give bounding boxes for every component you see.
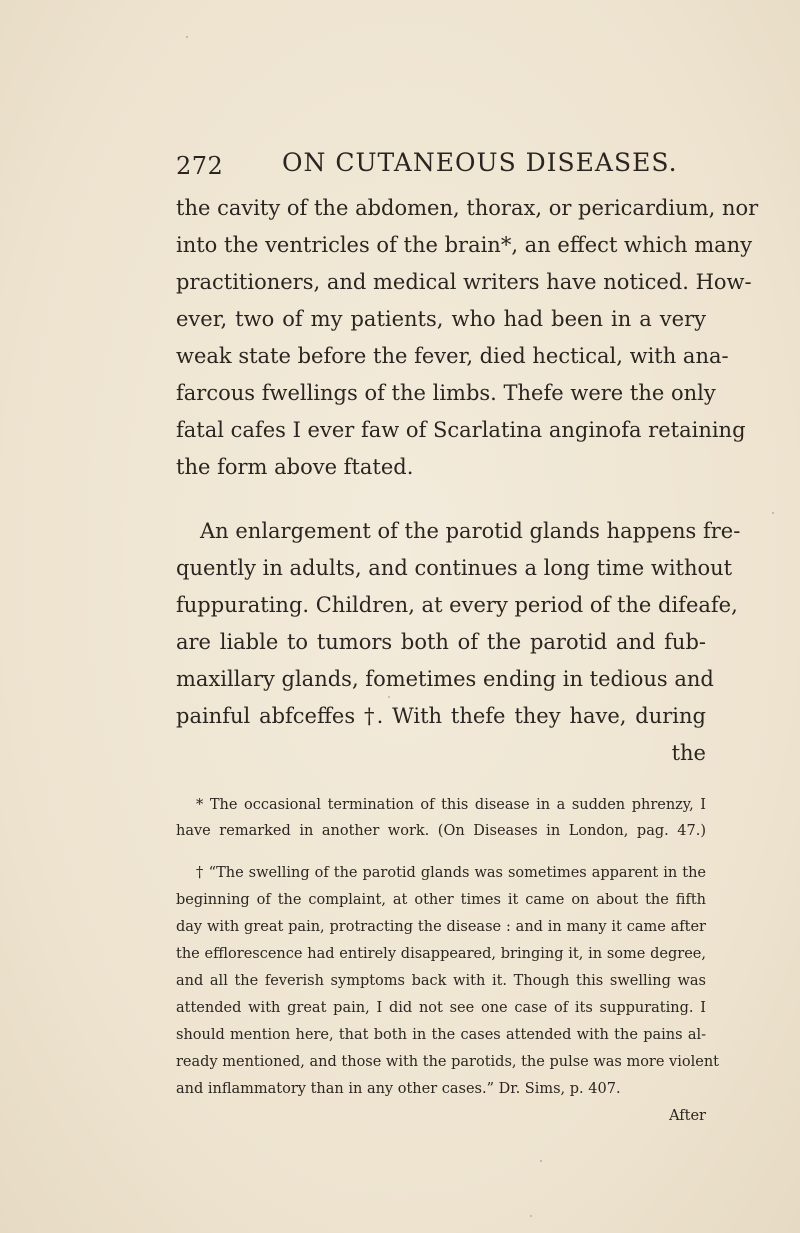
catchword: the (671, 741, 706, 765)
text-line: are liable to tumors both of the parotid and fub- (176, 630, 706, 654)
paper-speck (530, 1215, 532, 1217)
paper-speck (772, 512, 774, 514)
text-line: the cavity of the abdomen, thorax, or pericardium, nor (176, 196, 759, 220)
paper-speck (540, 1160, 542, 1162)
text-line: ever, two of my patients, who had been in a very (176, 307, 706, 331)
footnote-line: * The occasional termination of this disease in a sudden phrenzy, I (196, 797, 706, 813)
text-line: painful abfceffes †. With thefe they have, during (176, 704, 706, 728)
text-line: into the ventricles of the brain*, an effect which many (176, 233, 753, 257)
footnote-line: day with great pain, protracting the disease : and in many it came after (176, 919, 706, 935)
footnote-line: † “The swelling of the parotid glands was sometimes apparent in the (196, 865, 706, 881)
text-line: fatal cafes I ever faw of Scarlatina anginofa retaining (176, 418, 746, 442)
page-number: 272 (176, 152, 224, 180)
text-line: practitioners, and medical writers have noticed. How- (176, 270, 752, 294)
footnote-line: the efflorescence had entirely disappeared, bringing it, in some degree, (176, 946, 706, 962)
text-line: quently in adults, and continues a long time without (176, 556, 733, 580)
text-line: An enlargement of the parotid glands happens fre- (200, 519, 741, 543)
footnote-line: attended with great pain, I did not see one case of its suppurating. I (176, 1000, 706, 1016)
footnote-line: should mention here, that both in the cases attended with the pains al- (176, 1027, 706, 1043)
page-header (176, 148, 706, 182)
footnote-line: and inflammatory than in any other cases.” Dr. Sims, p. 407. (176, 1081, 621, 1097)
running-head: ON CUTANEOUS DISEASES. (282, 148, 678, 177)
text-line: the form above ftated. (176, 455, 414, 479)
paper-speck (388, 696, 390, 698)
paper-speck (186, 36, 188, 38)
text-line: maxillary glands, fometimes ending in tedious and (176, 667, 714, 691)
text-line: fuppurating. Children, at every period of the difeafe, (176, 593, 738, 617)
text-line: farcous fwellings of the limbs. Thefe were the only (176, 381, 716, 405)
catchword: After (669, 1108, 706, 1124)
text-line: weak state before the fever, died hectical, with ana- (176, 344, 729, 368)
footnote-line: ready mentioned, and those with the parotids, the pulse was more violent (176, 1054, 719, 1070)
footnote-line: have remarked in another work. (On Diseases in London, pag. 47.) (176, 823, 706, 839)
footnote-line: beginning of the complaint, at other times it came on about the fifth (176, 892, 706, 908)
footnote-line: and all the feverish symptoms back with it. Though this swelling was (176, 973, 706, 989)
